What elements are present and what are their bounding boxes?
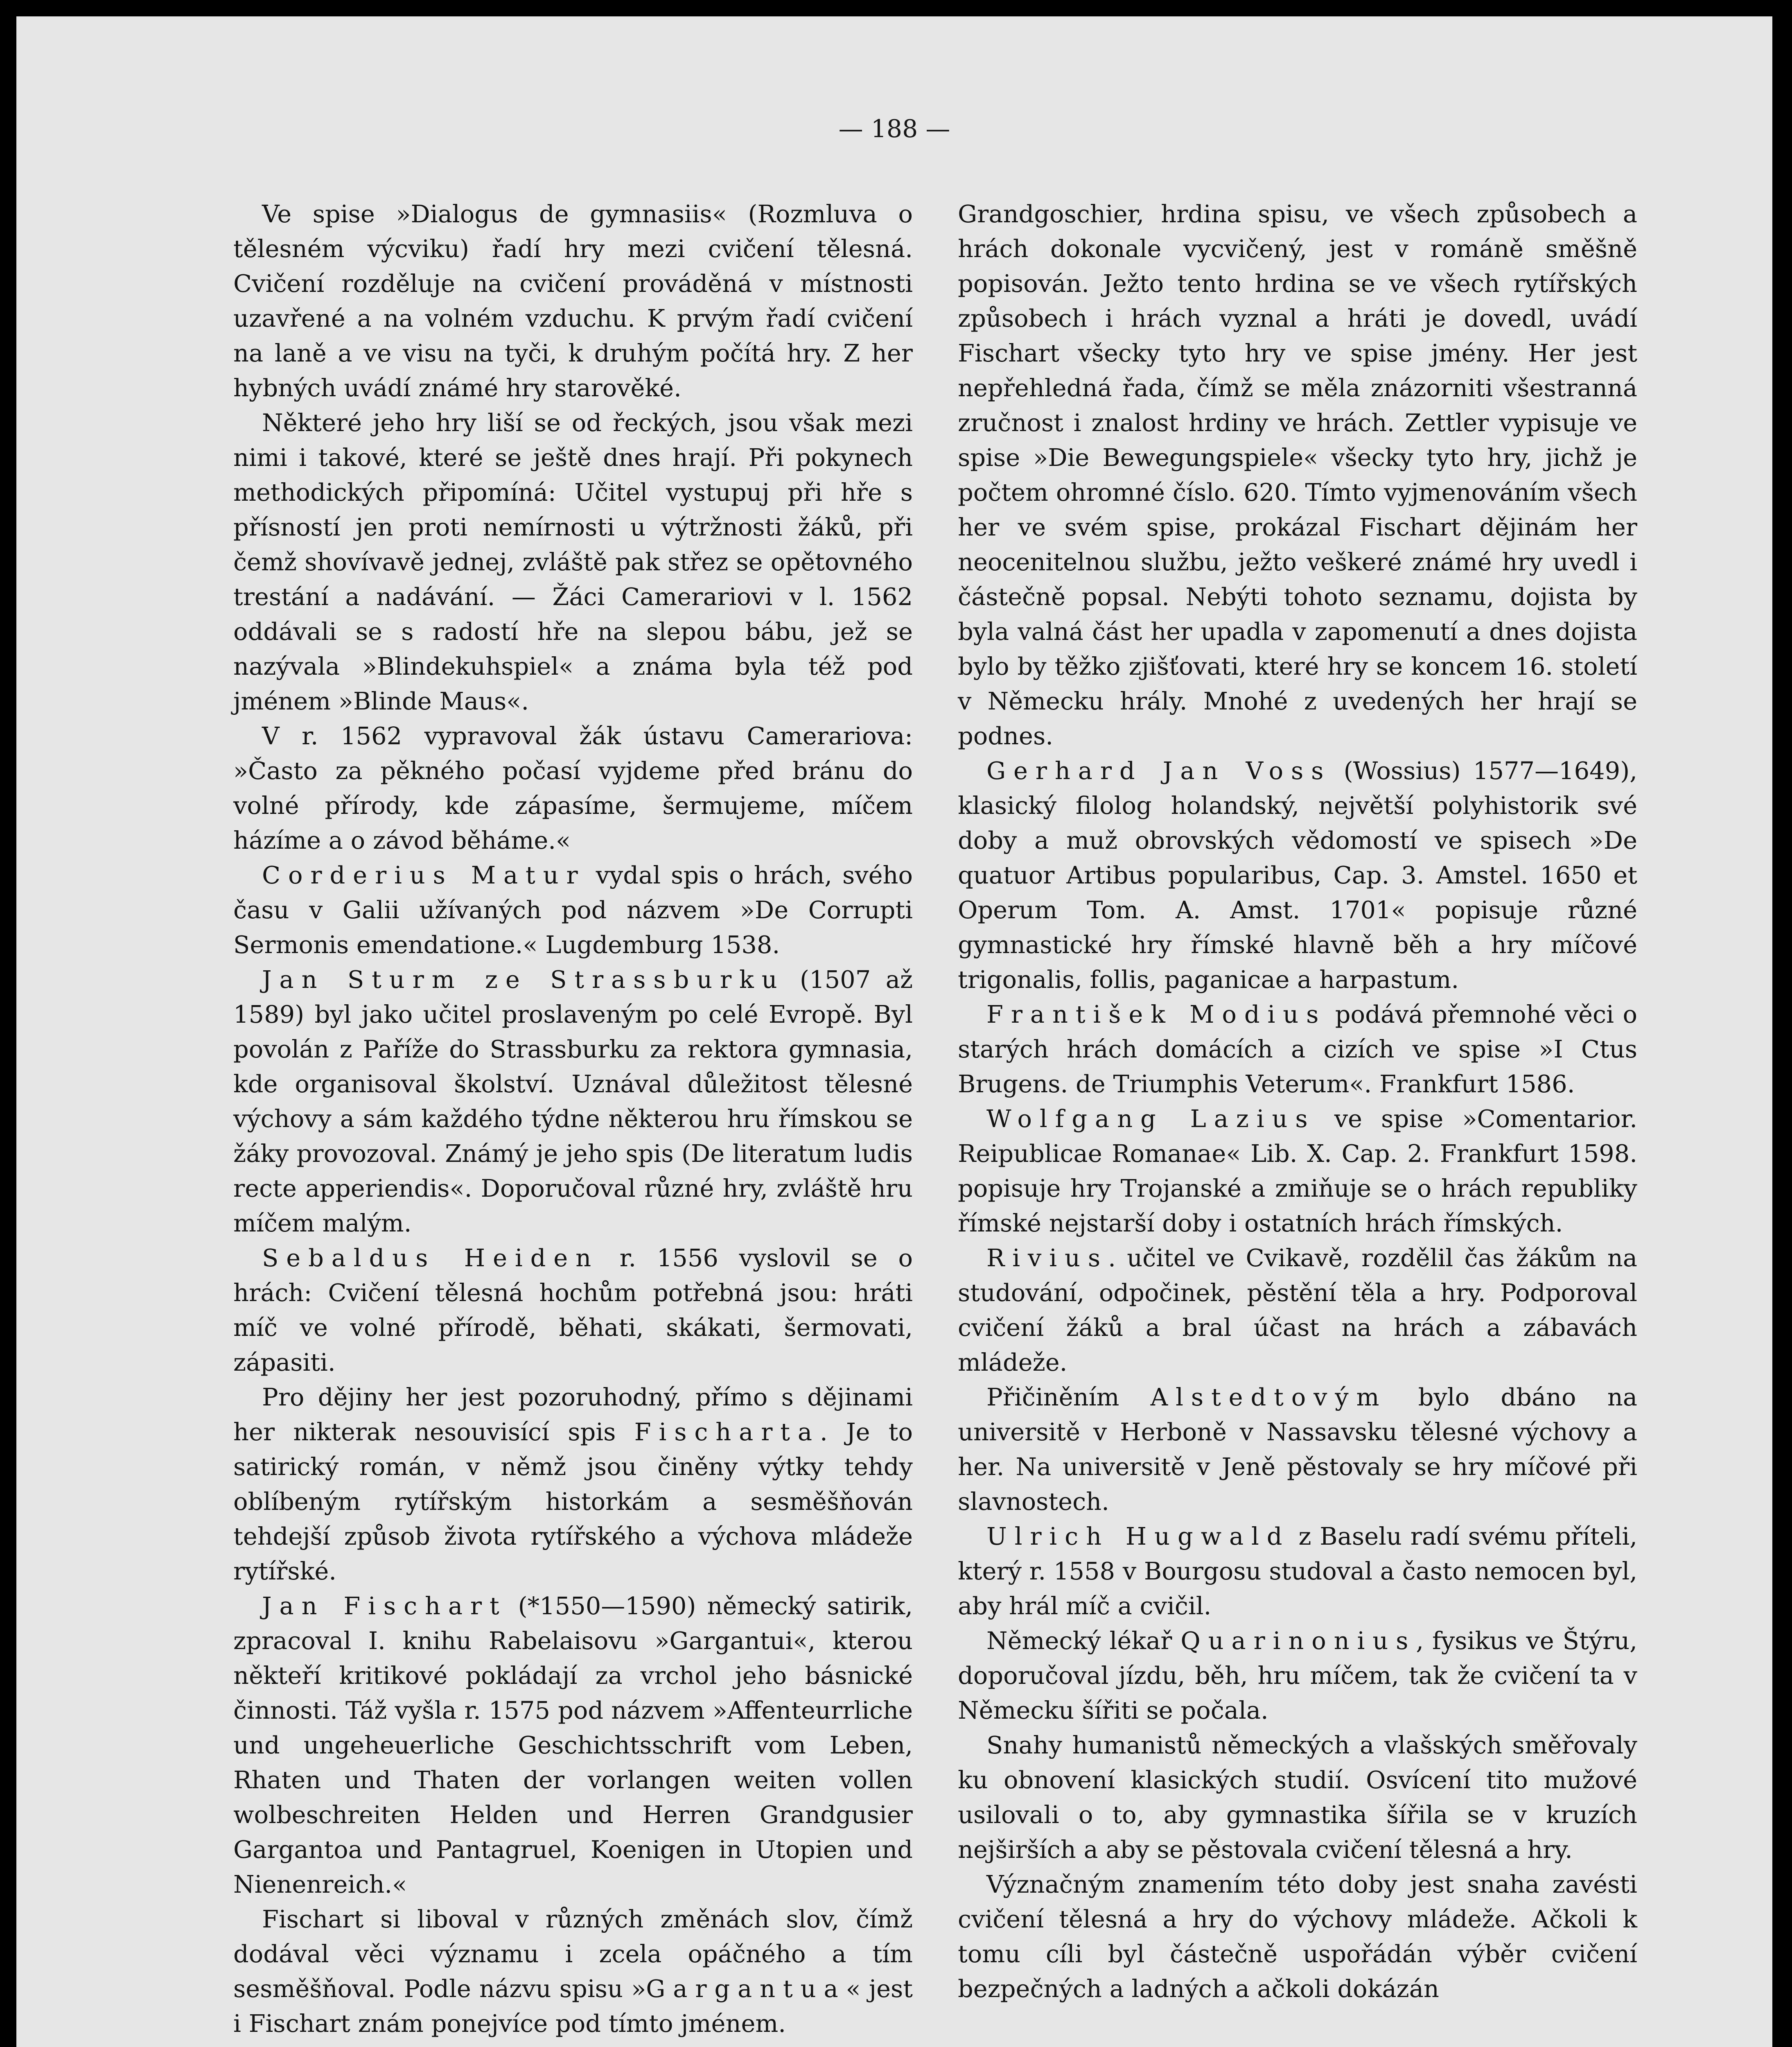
paragraph: Wolfgang Lazius ve spise »Comentarior. Reipublicae Romanae« Lib. X. Cap. 2. Frankfurt 1598. popisuje hry Trojanské a zmiňuje se o hrách republiky římské nejstarší doby i ostatních hrách římských. <box>958 1105 1637 1237</box>
spaced-name: František Modius <box>986 1000 1327 1028</box>
spaced-name: Corderius Matur <box>262 861 586 889</box>
spaced-name: Alstedtovým <box>1150 1383 1387 1411</box>
paragraph: Sebaldus Heiden r. 1556 vyslovil se o hrách: Cvičení tělesná hochům potřebná jsou: hráti míč ve volné přírodě, běhati, skákati, šermovati, zápasiti. <box>233 1244 913 1376</box>
spaced-name: Gerhard Jan Voss <box>986 757 1332 785</box>
paragraph: Gerhard Jan Voss (Wossius) 1577—1649), klasický filolog holandský, největší polyhistorik své doby a muž obrovských vědomostí ve spisech »De quatuor Artibus popularibus, Cap. 3. Amstel. 1650 et Operum Tom. A. Amst. 1701« popisuje různé gymnastické hry římské hlavně běh a hry míčové trigonalis, follis, paganicae a harpastum. <box>958 757 1637 994</box>
paragraph: Německý lékař Quarinonius, fysikus ve Štýru, doporučoval jízdu, běh, hru míčem, tak že cvičení ta v Německu šířiti se počala. <box>958 1627 1637 1724</box>
paragraph: Jan Fischart (*1550—1590) německý satirik, zpracoval I. knihu Rabelaisovu »Gargantui«, kterou někteří kritikové pokládají za vrchol jeho básnické činnosti. Táž vyšla r. 1575 pod názvem »Affenteurrliche und ungeheuerliche Geschichtsschrift vom Leben, Rhaten und Thaten der vorlangen weiten vollen wolbeschreiten Helden und Herren Grandgusier Gargantoa und Pantagruel, Koenigen in Utopien und Nienenreich.« <box>233 1592 913 1898</box>
spaced-name: Jan Fischart <box>262 1592 507 1620</box>
paragraph: Pro dějiny her jest pozoruhodný, přímo s dějinami her nikterak nesouvisící spis Fischarta. Je to satirický román, v němž jsou činěny výtky tehdy oblíbeným rytířským historkám a sesměšňován tehdejší způsob života rytířského a výchova mládeže rytířské. <box>233 1383 913 1585</box>
paragraph: Snahy humanistů německých a vlašských směřovaly ku obnovení klasických studií. Osvícení tito mužové usilovali o to, aby gymnastika šířila se v kruzích nejširších a aby se pěstovala cvičení tělesná a hry. <box>958 1731 1637 1864</box>
paragraph: Význačným znamením této doby jest snaha zavésti cvičení tělesná a hry do výchovy mládeže. Ačkoli k tomu cíli byl částečně uspořádán výběr cvičení bezpečných a ladných a ačkoli dokázán <box>958 1870 1637 2003</box>
spaced-name: Fischarta <box>634 1418 820 1446</box>
right-text-column <box>958 197 1637 2006</box>
paragraph: Corderius Matur vydal spis o hrách, svého času v Galii užívaných pod názvem »De Corrupti Sermonis emendatione.« Lugdemburg 1538. <box>233 861 913 959</box>
paragraph: Ve spise »Dialogus de gymnasiis« (Rozmluva o tělesném výcviku) řadí hry mezi cvičení tělesná. Cvičení rozděluje na cvičení prováděná v místnosti uzavřené a na volném vzduchu. K prvým řadí cvičení na laně a ve visu na tyči, k druhým počítá hry. Z her hybných uvádí známé hry starověké. <box>233 200 913 402</box>
paragraph: Některé jeho hry liší se od řeckých, jsou však mezi nimi i takové, které se ještě dnes hrají. Při pokynech methodických připomíná: Učitel vystupuj při hře s přísností jen proti nemírnosti u výtržnosti žáků, při čemž shovívavě jednej, zvláště pak střez se opětovného trestání a nadávání. — Žáci Camerariovi v l. 1562 oddávali se s radostí hře na slepou bábu, jež se nazývala »Blindekuhspiel« a známa byla též pod jménem »Blinde Maus«. <box>233 409 913 715</box>
page-number: — 188 — <box>838 115 950 143</box>
spaced-name: Gargantua <box>646 1975 846 2003</box>
spaced-name: Quarinonius <box>1180 1627 1416 1655</box>
paragraph: František Modius podává přemnohé věci o starých hrách domácích a cizích ve spise »I Ctus Brugens. de Triumphis Veterum«. Frankfurt 1586. <box>958 1000 1637 1098</box>
scanned-page-sheet <box>16 16 1772 2047</box>
paragraph: V r. 1562 vypravoval žák ústavu Camerariova: »Často za pěkného počasí vyjdeme před bránu do volné přírody, kde zápasíme, šermujeme, míčem házíme a o závod běháme.« <box>233 722 913 854</box>
spaced-name: Jan Sturm ze Strassburku <box>262 965 785 994</box>
spaced-name: Sebaldus Heiden <box>262 1244 599 1272</box>
paragraph: Přičiněním Alstedtovým bylo dbáno na universitě v Herboně v Nassavsku tělesné výchovy a her. Na universitě v Jeně pěstovaly se hry míčové při slavnostech. <box>958 1383 1637 1516</box>
left-text-column <box>233 197 913 2041</box>
spaced-name: Rivius <box>986 1244 1108 1272</box>
paragraph: Jan Sturm ze Strassburku (1507 až 1589) byl jako učitel proslaveným po celé Evropě. Byl povolán z Paříže do Strassburku za rektora gymnasia, kde organisoval školství. Uznával důležitost tělesné výchovy a sám každého týdne některou hru římskou se žáky provozoval. Známý je jeho spis (De literatum ludis recte apperiendis«. Doporučoval různé hry, zvláště hru míčem malým. <box>233 965 913 1237</box>
paragraph: Ulrich Hugwald z Baselu radí svému příteli, který r. 1558 v Bourgosu studoval a často nemocen byl, aby hrál míč a cvičil. <box>958 1522 1637 1620</box>
paragraph: Fischart si liboval v různých změnách slov, čímž dodával věci významu i zcela opáčného a tím sesměšňoval. Podle názvu spisu »Gargantua« jest i Fischart znám ponejvíce pod tímto jménem. <box>233 1905 913 2038</box>
paragraph: Grandgoschier, hrdina spisu, ve všech způsobech a hrách dokonale vycvičený, jest v románě směšně popisován. Ježto tento hrdina se ve všech rytířských způsobech i hrách vyznal a hráti je dovedl, uvádí Fischart všecky tyto hry ve spise jmény. Her jest nepřehledná řada, čímž se měla znázorniti všestranná zručnost i znalost hrdiny ve hrách. Zettler vypisuje ve spise »Die Bewegungspiele« všecky tyto hry, jichž je počtem ohromné číslo. 620. Tímto vyjmenováním všech her ve svém spise, prokázal Fischart dějinám her neocenitelnou službu, ježto veškeré známé hry uvedl i částečně popsal. Nebýti tohoto seznamu, dojista by byla valná část her upadla v zapomenutí a dnes dojista bylo by těžko zjišťovati, které hry se koncem 16. století v Německu hrály. Mnohé z uvedených her hrají se podnes. <box>958 200 1637 750</box>
paragraph: Rivius. učitel ve Cvikavě, rozdělil čas žákům na studování, odpočinek, pěstění těla a hry. Podporoval cvičení žáků a bral účast na hrách a zábavách mládeže. <box>958 1244 1637 1376</box>
spaced-name: Wolfgang Lazius <box>986 1105 1316 1133</box>
spaced-name: Ulrich Hugwald <box>986 1522 1290 1550</box>
